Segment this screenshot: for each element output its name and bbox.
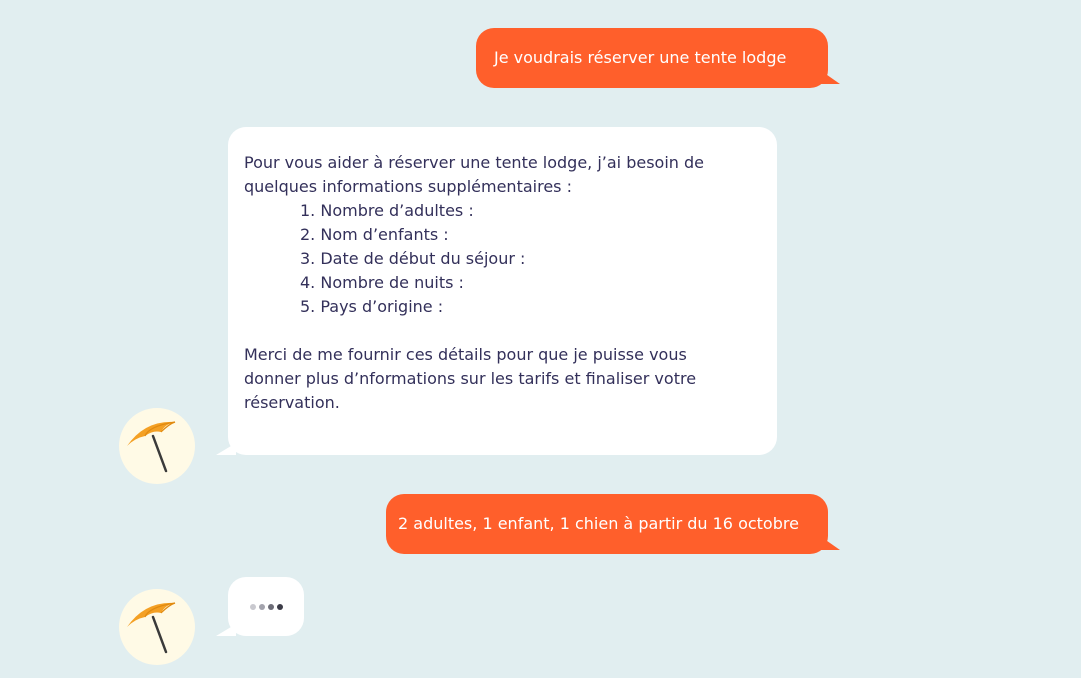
bot-outro-line: réservation. <box>244 393 340 412</box>
bot-avatar <box>119 589 195 665</box>
bubble-tail <box>820 70 840 84</box>
typing-indicator-bubble <box>228 577 304 636</box>
user-message-bubble <box>386 494 828 554</box>
beach-umbrella-icon <box>119 408 195 484</box>
list-item: 4. Nombre de nuits : <box>300 273 464 292</box>
list-item: 5. Pays d’origine : <box>300 297 444 316</box>
beach-umbrella-icon <box>119 589 195 665</box>
bubble-tail <box>820 536 840 550</box>
bot-intro-line: quelques informations supplémentaires : <box>244 177 572 196</box>
user-message-text: Je voudrais réserver une tente lodge <box>494 48 787 67</box>
bubble-tail <box>216 624 236 636</box>
list-item: 2. Nom d’enfants : <box>300 225 449 244</box>
bot-message-bubble <box>228 127 777 455</box>
user-message-bubble <box>476 28 828 88</box>
list-item: 3. Date de début du séjour : <box>300 249 526 268</box>
bot-outro-line: donner plus d’nformations sur les tarifs et finaliser votre <box>244 369 697 388</box>
bubble-tail <box>216 443 236 455</box>
bot-avatar <box>119 408 195 484</box>
typing-dots-icon <box>228 577 304 636</box>
bot-intro-line: Pour vous aider à réserver une tente lodge, j’ai besoin de <box>244 153 704 172</box>
user-message-text: 2 adultes, 1 enfant, 1 chien à partir du 16 octobre <box>398 514 799 533</box>
list-item: 1. Nombre d’adultes : <box>300 201 474 220</box>
info-list <box>244 199 761 319</box>
bot-outro-line: Merci de me fournir ces détails pour que je puisse vous <box>244 345 687 364</box>
